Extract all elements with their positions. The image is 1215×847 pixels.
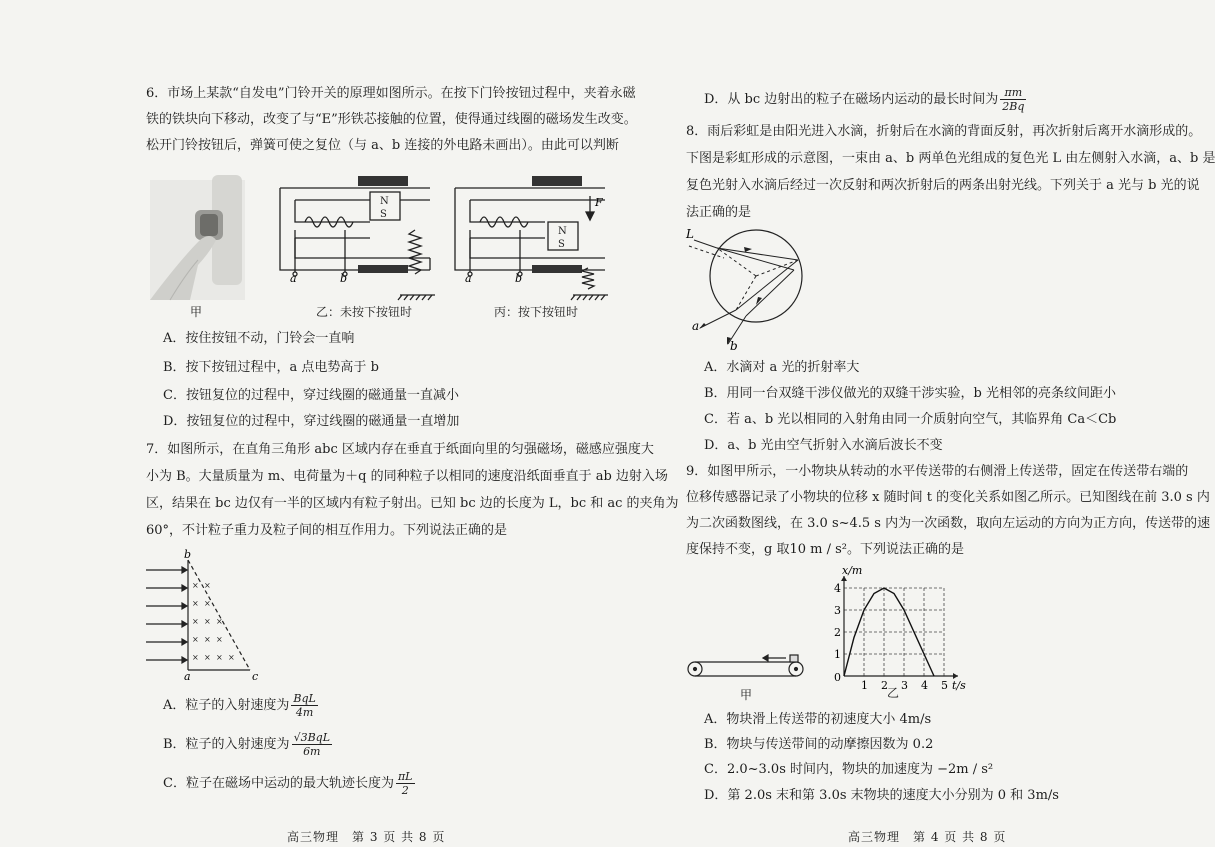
q7-option-d: D．从 bc 边射出的粒子在磁场内运动的最长时间为 $\frac{\pi m}{2Bq}$ <box>704 86 1025 113</box>
x-tick-label: 2 <box>881 679 888 692</box>
q7-line4: 60°，不计粒子重力及粒子间的相互作用力。下列说法正确的是 <box>146 523 508 538</box>
q9-option-c: C．2.0~3.0s 时间内，物块的加速度为 −2m / s² <box>704 762 994 777</box>
doorbell-photo <box>150 175 245 300</box>
q9-line4: 度保持不变，g 取10 m / s²。下列说法正确的是 <box>686 542 964 557</box>
q9-conveyor-figure <box>686 655 806 685</box>
y-axis-label: x/m <box>842 564 863 577</box>
q9-option-b: B．物块与传送带间的动摩擦因数为 0.2 <box>704 737 934 752</box>
x-tick-label: 3 <box>901 679 908 692</box>
svg-text:S: S <box>380 209 387 220</box>
q9-caption-jia: 甲 <box>740 688 753 702</box>
svg-text:×: × <box>204 635 211 644</box>
q7-line2: 小为 B。大量质量为 m、电荷量为＋q 的同种粒子以相同的速度沿纸面垂直于 ab 边射入场 <box>146 469 668 484</box>
q7-triangle-figure <box>140 548 270 683</box>
caption-jia: 甲 <box>190 305 203 319</box>
svg-text:×: × <box>192 653 199 662</box>
svg-text:N: N <box>558 226 567 237</box>
q8-line4: 法正确的是 <box>686 205 752 220</box>
bing-label-F: F <box>595 196 603 209</box>
left-footer: 高三物理 第 3 页 共 8 页 <box>287 830 446 844</box>
q6-line2: 铁的铁块向下移动，改变了与“E”形铁芯接触的位置，使得通过线圈的磁场发生改变。 <box>146 112 637 127</box>
x-tick-label: 4 <box>921 679 928 692</box>
right-page <box>600 0 1215 847</box>
diagram-bing <box>455 176 608 300</box>
q7-option-b: B．粒子的入射速度为 $\frac{\text{√3BqL}}{6m}$ <box>163 731 330 758</box>
diagram-yi <box>280 176 435 300</box>
q6-option-b: B．按下按钮过程中，a 点电势高于 b <box>163 360 379 375</box>
x-tick-label: 5 <box>941 679 948 692</box>
q7-label-c: c <box>252 670 259 683</box>
svg-text:×: × <box>192 581 199 590</box>
q7-option-c: C．粒子在磁场中运动的最大轨迹长度为 $\frac{\pi L}{2}$ <box>163 770 413 797</box>
q8-option-b: B．用同一台双缝干涉仪做光的双缝干涉实验，b 光相邻的亮条纹间距小 <box>704 386 1117 401</box>
svg-text:N: N <box>380 196 389 207</box>
q6-option-a: A．按住按钮不动，门铃会一直响 <box>163 331 355 346</box>
svg-text:×: × <box>228 653 235 662</box>
q9-line2: 位移传感器记录了小物块的位移 x 随时间 t 的变化关系如图乙所示。已知图线在前 3.0 s 内 <box>686 490 1210 505</box>
q8-droplet-figure <box>684 226 824 352</box>
q6-line3: 松开门铃按钮后，弹簧可使之复位（与 a、b 连接的外电路未画出）。由此可以判断 <box>146 138 619 153</box>
svg-text:×: × <box>192 635 199 644</box>
y-tick-label: 4 <box>834 582 841 595</box>
y-tick-label: 1 <box>834 648 841 661</box>
q6-line1: 6．市场上某款“自发电”门铃开关的原理如图所示。在按下门铃按钮过程中，夹着永磁 <box>146 86 636 101</box>
yi-label-a: a <box>290 272 297 285</box>
q8-line3: 复色光射入水滴后经过一次反射和两次折射后的两条出射光线。下列关于 a 光与 b 光的说 <box>686 178 1200 193</box>
yi-label-b: b <box>340 272 348 285</box>
svg-text:×: × <box>216 617 223 626</box>
q7-line1: 7．如图所示，在直角三角形 abc 区域内存在垂直于纸面向里的匀强磁场，磁感应强度大 <box>146 442 654 457</box>
caption-yi: 乙：未按下按钮时 <box>316 305 413 319</box>
q8-line2: 下图是彩虹形成的示意图，一束由 a、b 两单色光组成的复色光 L 由左侧射入水滴，a、b 是 <box>686 151 1215 166</box>
q8-label-a: a <box>692 319 700 333</box>
svg-text:×: × <box>192 617 199 626</box>
q7-label-b: b <box>184 548 192 561</box>
q9-option-a: A．物块滑上传送带的初速度大小 4m/s <box>704 712 932 727</box>
right-footer: 高三物理 第 4 页 共 8 页 <box>848 830 1007 844</box>
q8-label-b: b <box>730 339 738 353</box>
q9-line1: 9．如图甲所示，一小物块从转动的水平传送带的右侧滑上传送带，固定在传送带右端的 <box>686 464 1189 479</box>
q8-option-d: D．a、b 光由空气折射入水滴后波长不变 <box>704 438 943 453</box>
q7-line3: 区，结果在 bc 边仅有一半的区域内有粒子射出。已知 bc 边的长度为 L，bc 和 ac 的夹角为 <box>146 496 679 511</box>
q8-line1: 8．雨后彩虹是由阳光进入水滴，折射后在水滴的背面反射，再次折射后离开水滴形成的。 <box>686 124 1202 139</box>
q6-option-d: D．按钮复位的过程中，穿过线圈的磁通量一直增加 <box>163 414 460 429</box>
origin-label: 0 <box>834 671 841 684</box>
q9-xt-chart <box>822 564 966 696</box>
svg-text:S: S <box>558 239 565 250</box>
q9-caption-yi: 乙 <box>887 686 900 700</box>
svg-text:×: × <box>204 581 211 590</box>
svg-text:×: × <box>204 599 211 608</box>
svg-text:×: × <box>216 635 223 644</box>
q7-label-a: a <box>184 670 191 683</box>
y-tick-label: 3 <box>834 604 841 617</box>
bing-label-a: a <box>465 272 472 285</box>
q9-line3: 为二次函数图线，在 3.0 s~4.5 s 内为一次函数，取向左运动的方向为正方向，传送带的速 <box>686 516 1211 531</box>
q9-option-d: D．第 2.0s 末和第 3.0s 末物块的速度大小分别为 0 和 3m/s <box>704 788 1059 803</box>
q6-option-c: C．按钮复位的过程中，穿过线圈的磁通量一直减小 <box>163 388 459 403</box>
q6-figures <box>140 170 610 320</box>
x-tick-label: 1 <box>861 679 868 692</box>
bing-label-b: b <box>515 272 523 285</box>
q8-label-L: L <box>686 227 694 241</box>
q8-option-c: C．若 a、b 光以相同的入射角由同一介质射向空气，其临界角 Ca＜Cb <box>704 412 1117 427</box>
svg-text:×: × <box>204 617 211 626</box>
q7-option-a: A．粒子的入射速度为 $\frac{\text{BqL}}{4m}$ <box>163 692 316 719</box>
y-tick-label: 2 <box>834 626 841 639</box>
svg-text:×: × <box>204 653 211 662</box>
q8-option-a: A．水滴对 a 光的折射率大 <box>704 360 860 375</box>
caption-bing: 丙：按下按钮时 <box>494 305 579 319</box>
svg-text:×: × <box>216 653 223 662</box>
x-axis-label: t/s <box>952 679 966 692</box>
svg-text:×: × <box>192 599 199 608</box>
